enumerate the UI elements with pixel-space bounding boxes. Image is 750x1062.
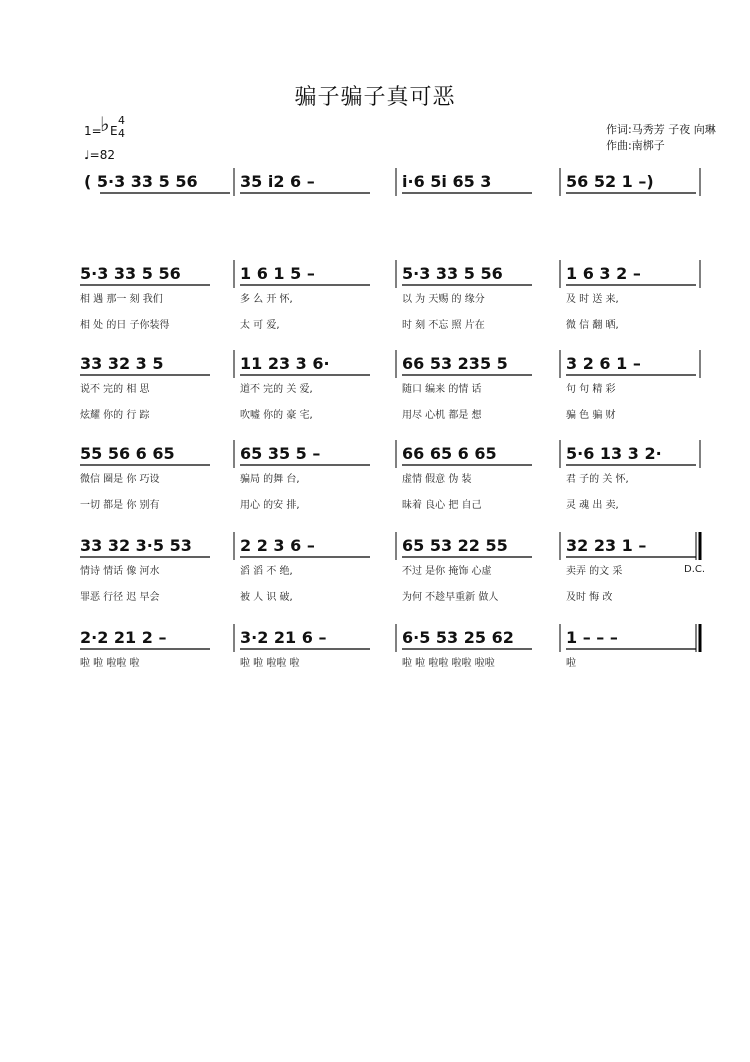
dc-marking: D.C. bbox=[684, 564, 706, 575]
lyric-verse-1: 虚情 假意 伪 装 bbox=[402, 474, 472, 485]
lyric-verse-1: 啦 啦 啦啦 啦啦 啦啦 bbox=[402, 658, 495, 669]
intro-measure: ( 5·3 33 5 56 bbox=[84, 172, 198, 191]
song-title: 骗子骗子真可恶 bbox=[294, 85, 456, 110]
composer: 作曲:南梆子 bbox=[606, 139, 665, 152]
note-measure: 1 – – – bbox=[566, 628, 618, 647]
note-measure: 5·3 33 5 56 bbox=[80, 264, 181, 283]
lyric-verse-2: 吹嘘 你的 豪 宅, bbox=[240, 410, 313, 421]
note-measure: 55 56 6 65 bbox=[80, 444, 175, 463]
note-measure: 65 35 5 – bbox=[240, 444, 321, 463]
lyric-verse-1: 微信 圈是 你 巧设 bbox=[80, 474, 160, 485]
intro-measure: i·6 5i 65 3 bbox=[402, 172, 492, 191]
note-measure: 2·2 21 2 – bbox=[80, 628, 167, 647]
note-measure: 1 6 3 2 – bbox=[566, 264, 641, 283]
time-signature: 4 4 bbox=[118, 114, 125, 140]
lyric-verse-2: 用心 的安 排, bbox=[240, 500, 300, 511]
lyric-verse-2: 一切 都是 你 别有 bbox=[80, 500, 160, 511]
note-measure: 5·6 13 3 2· bbox=[566, 444, 662, 463]
lyric-verse-1: 情诗 情话 像 河水 bbox=[80, 566, 160, 577]
note-measure: 66 65 6 65 bbox=[402, 444, 497, 463]
lyric-verse-2: 用尽 心机 都是 想 bbox=[402, 410, 482, 421]
key-letter: E bbox=[110, 124, 118, 138]
key-prefix: 1= bbox=[84, 124, 102, 138]
lyric-verse-1: 滔 滔 不 绝, bbox=[240, 566, 293, 577]
lyric-verse-2: 罪恶 行径 迟 早会 bbox=[80, 592, 160, 603]
lyric-verse-2: 炫耀 你的 行 踪 bbox=[80, 410, 150, 421]
note-measure: 3·2 21 6 – bbox=[240, 628, 327, 647]
lyric-verse-1: 啦 啦 啦啦 啦 bbox=[80, 658, 140, 669]
lyric-verse-1: 多 么 开 怀, bbox=[240, 294, 293, 305]
note-measure: 65 53 22 55 bbox=[402, 536, 508, 555]
note-measure: 11 23 3 6· bbox=[240, 354, 330, 373]
lyric-verse-1: 啦 bbox=[566, 658, 576, 669]
lyric-verse-1: 不过 是你 掩饰 心虚 bbox=[402, 566, 492, 577]
lyricist: 作词:马秀芳 子夜 向琳 bbox=[606, 123, 716, 136]
note-measure: 6·5 53 25 62 bbox=[402, 628, 514, 647]
note-measure: 33 32 3·5 53 bbox=[80, 536, 192, 555]
lyric-verse-2: 被 人 识 破, bbox=[240, 592, 293, 603]
note-measure: 5·3 33 5 56 bbox=[402, 264, 503, 283]
lyric-verse-2: 相 处 的日 子你装得 bbox=[80, 320, 170, 331]
lyric-verse-1: 句 句 精 彩 bbox=[566, 384, 616, 395]
note-measure: 33 32 3 5 bbox=[80, 354, 164, 373]
note-measure: 66 53 235 5 bbox=[402, 354, 508, 373]
note-measure: 1 6 1 5 – bbox=[240, 264, 315, 283]
lyric-verse-2: 太 可 爱, bbox=[240, 320, 280, 331]
note-measure: 32 23 1 – bbox=[566, 536, 647, 555]
lyric-verse-2: 时 刻 不忘 照 片在 bbox=[402, 320, 485, 331]
tempo-marking: ♩=82 bbox=[84, 148, 115, 162]
lyric-verse-1: 卖弄 的文 采 bbox=[566, 566, 623, 577]
note-measure: 2 2 3 6 – bbox=[240, 536, 315, 555]
lyric-verse-2: 昧着 良心 把 自己 bbox=[402, 500, 482, 511]
flat-icon: ♭ bbox=[100, 112, 110, 136]
lyric-verse-1: 说不 完的 相 思 bbox=[80, 384, 150, 395]
lyric-verse-1: 及 时 送 来, bbox=[566, 294, 619, 305]
lyric-verse-1: 随口 编来 的情 话 bbox=[402, 384, 482, 395]
lyric-verse-1: 以 为 天赐 的 缘分 bbox=[402, 294, 485, 305]
lyric-verse-1: 道不 完的 关 爱, bbox=[240, 384, 313, 395]
lyric-verse-2: 微 信 翻 晒, bbox=[566, 320, 619, 331]
lyric-verse-1: 啦 啦 啦啦 啦 bbox=[240, 658, 300, 669]
lyric-verse-2: 骗 色 骗 财 bbox=[566, 410, 616, 421]
lyric-verse-2: 灵 魂 出 卖, bbox=[566, 500, 619, 511]
lyric-verse-1: 君 子的 关 怀, bbox=[566, 474, 629, 485]
lyric-verse-2: 及时 悔 改 bbox=[566, 592, 613, 603]
note-measure: 3 2 6 1 – bbox=[566, 354, 641, 373]
lyric-verse-2: 为何 不趁早重新 做人 bbox=[402, 592, 499, 603]
lyric-verse-1: 骗局 的舞 台, bbox=[240, 474, 300, 485]
intro-measure: 56 52 1 –) bbox=[566, 172, 654, 191]
intro-measure: 35 i2 6 – bbox=[240, 172, 315, 191]
lyric-verse-1: 相 遇 那一 刻 我们 bbox=[80, 294, 163, 305]
